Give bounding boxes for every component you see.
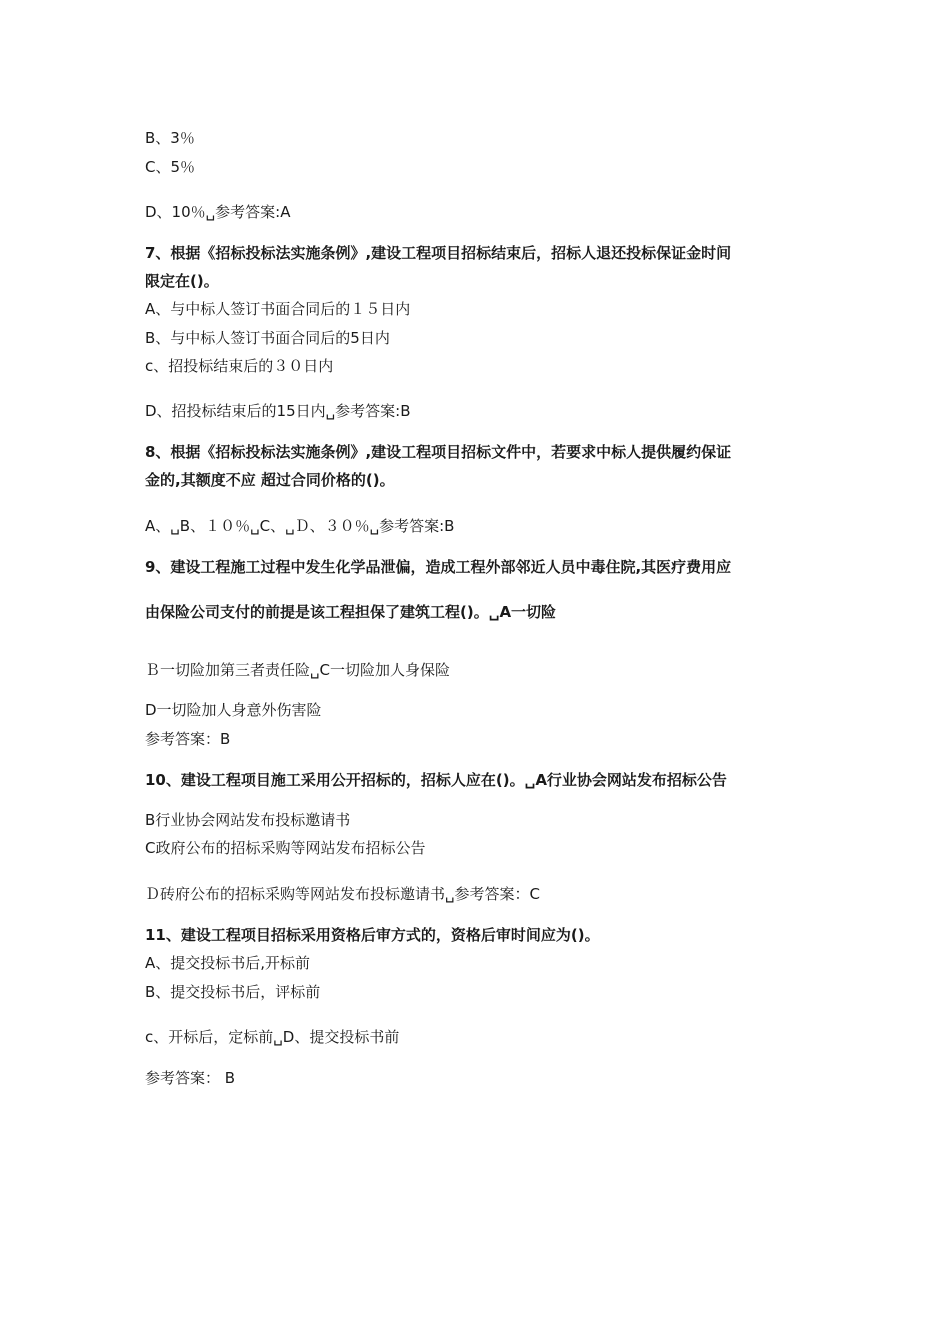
option-d-answer-q10: Ｄ砖府公布的招标采购等网站发布投标邀请书␣参考答案：C	[145, 885, 540, 903]
answer-q9: 参考答案：B	[145, 730, 231, 748]
question-11: 11、建设工程项目招标采用资格后审方式的，资格后审时间应为()。	[145, 926, 600, 944]
question-7-line-1: 7、根据《招标投标法实施条例》,建设工程项目招标结束后，招标人退还投标保证金时间	[145, 244, 732, 262]
answer-q11: 参考答案： B	[145, 1069, 236, 1087]
option-b-q6: B、3％	[145, 129, 195, 147]
option-c-q7: c、招投标结束后的３０日内	[145, 357, 334, 375]
question-7-line-2: 限定在()。	[145, 272, 219, 290]
option-b-q11: B、提交投标书后，评标前	[145, 983, 321, 1001]
question-8-line-1: 8、根据《招标投标法实施条例》,建设工程项目招标文件中，若要求中标人提供履约保证	[145, 443, 732, 461]
option-a-q7: A、与中标人签订书面合同后的１５日内	[145, 300, 411, 318]
option-c-q10: C政府公布的招标采购等网站发布招标公告	[145, 839, 426, 857]
question-9-line-2: 由保险公司支付的前提是该工程担保了建筑工程()。␣A一切险	[145, 603, 557, 621]
option-d-answer-q6: D、10％␣参考答案:A	[145, 203, 291, 221]
option-c-q6: C、5％	[145, 158, 196, 176]
option-b-q7: B、与中标人签订书面合同后的5日内	[145, 329, 390, 347]
option-b-q10: B行业协会网站发布投标邀请书	[145, 811, 351, 829]
option-d-answer-q7: D、招投标结束后的15日内␣参考答案:B	[145, 402, 411, 420]
question-9-line-1: 9、建设工程施工过程中发生化学品泄偏，造成工程外部邻近人员中毒住院,其医疗费用应	[145, 558, 732, 576]
options-answer-q8: A、␣B、１０％␣C、␣Ｄ、３０％␣参考答案:B	[145, 517, 455, 535]
options-c-d-q11: c、开标后，定标前␣D、提交投标书前	[145, 1028, 400, 1046]
question-8-line-2: 金的,其额度不应 超过合同价格的()。	[145, 471, 395, 489]
options-b-c-q9: Ｂ一切险加第三者责任险␣C一切险加人身保险	[145, 661, 450, 679]
question-10: 10、建设工程项目施工采用公开招标的，招标人应在()。␣A行业协会网站发布招标公告	[145, 771, 727, 789]
option-d-q9: D一切险加人身意外伤害险	[145, 701, 322, 719]
option-a-q11: A、提交投标书后,开标前	[145, 954, 311, 972]
